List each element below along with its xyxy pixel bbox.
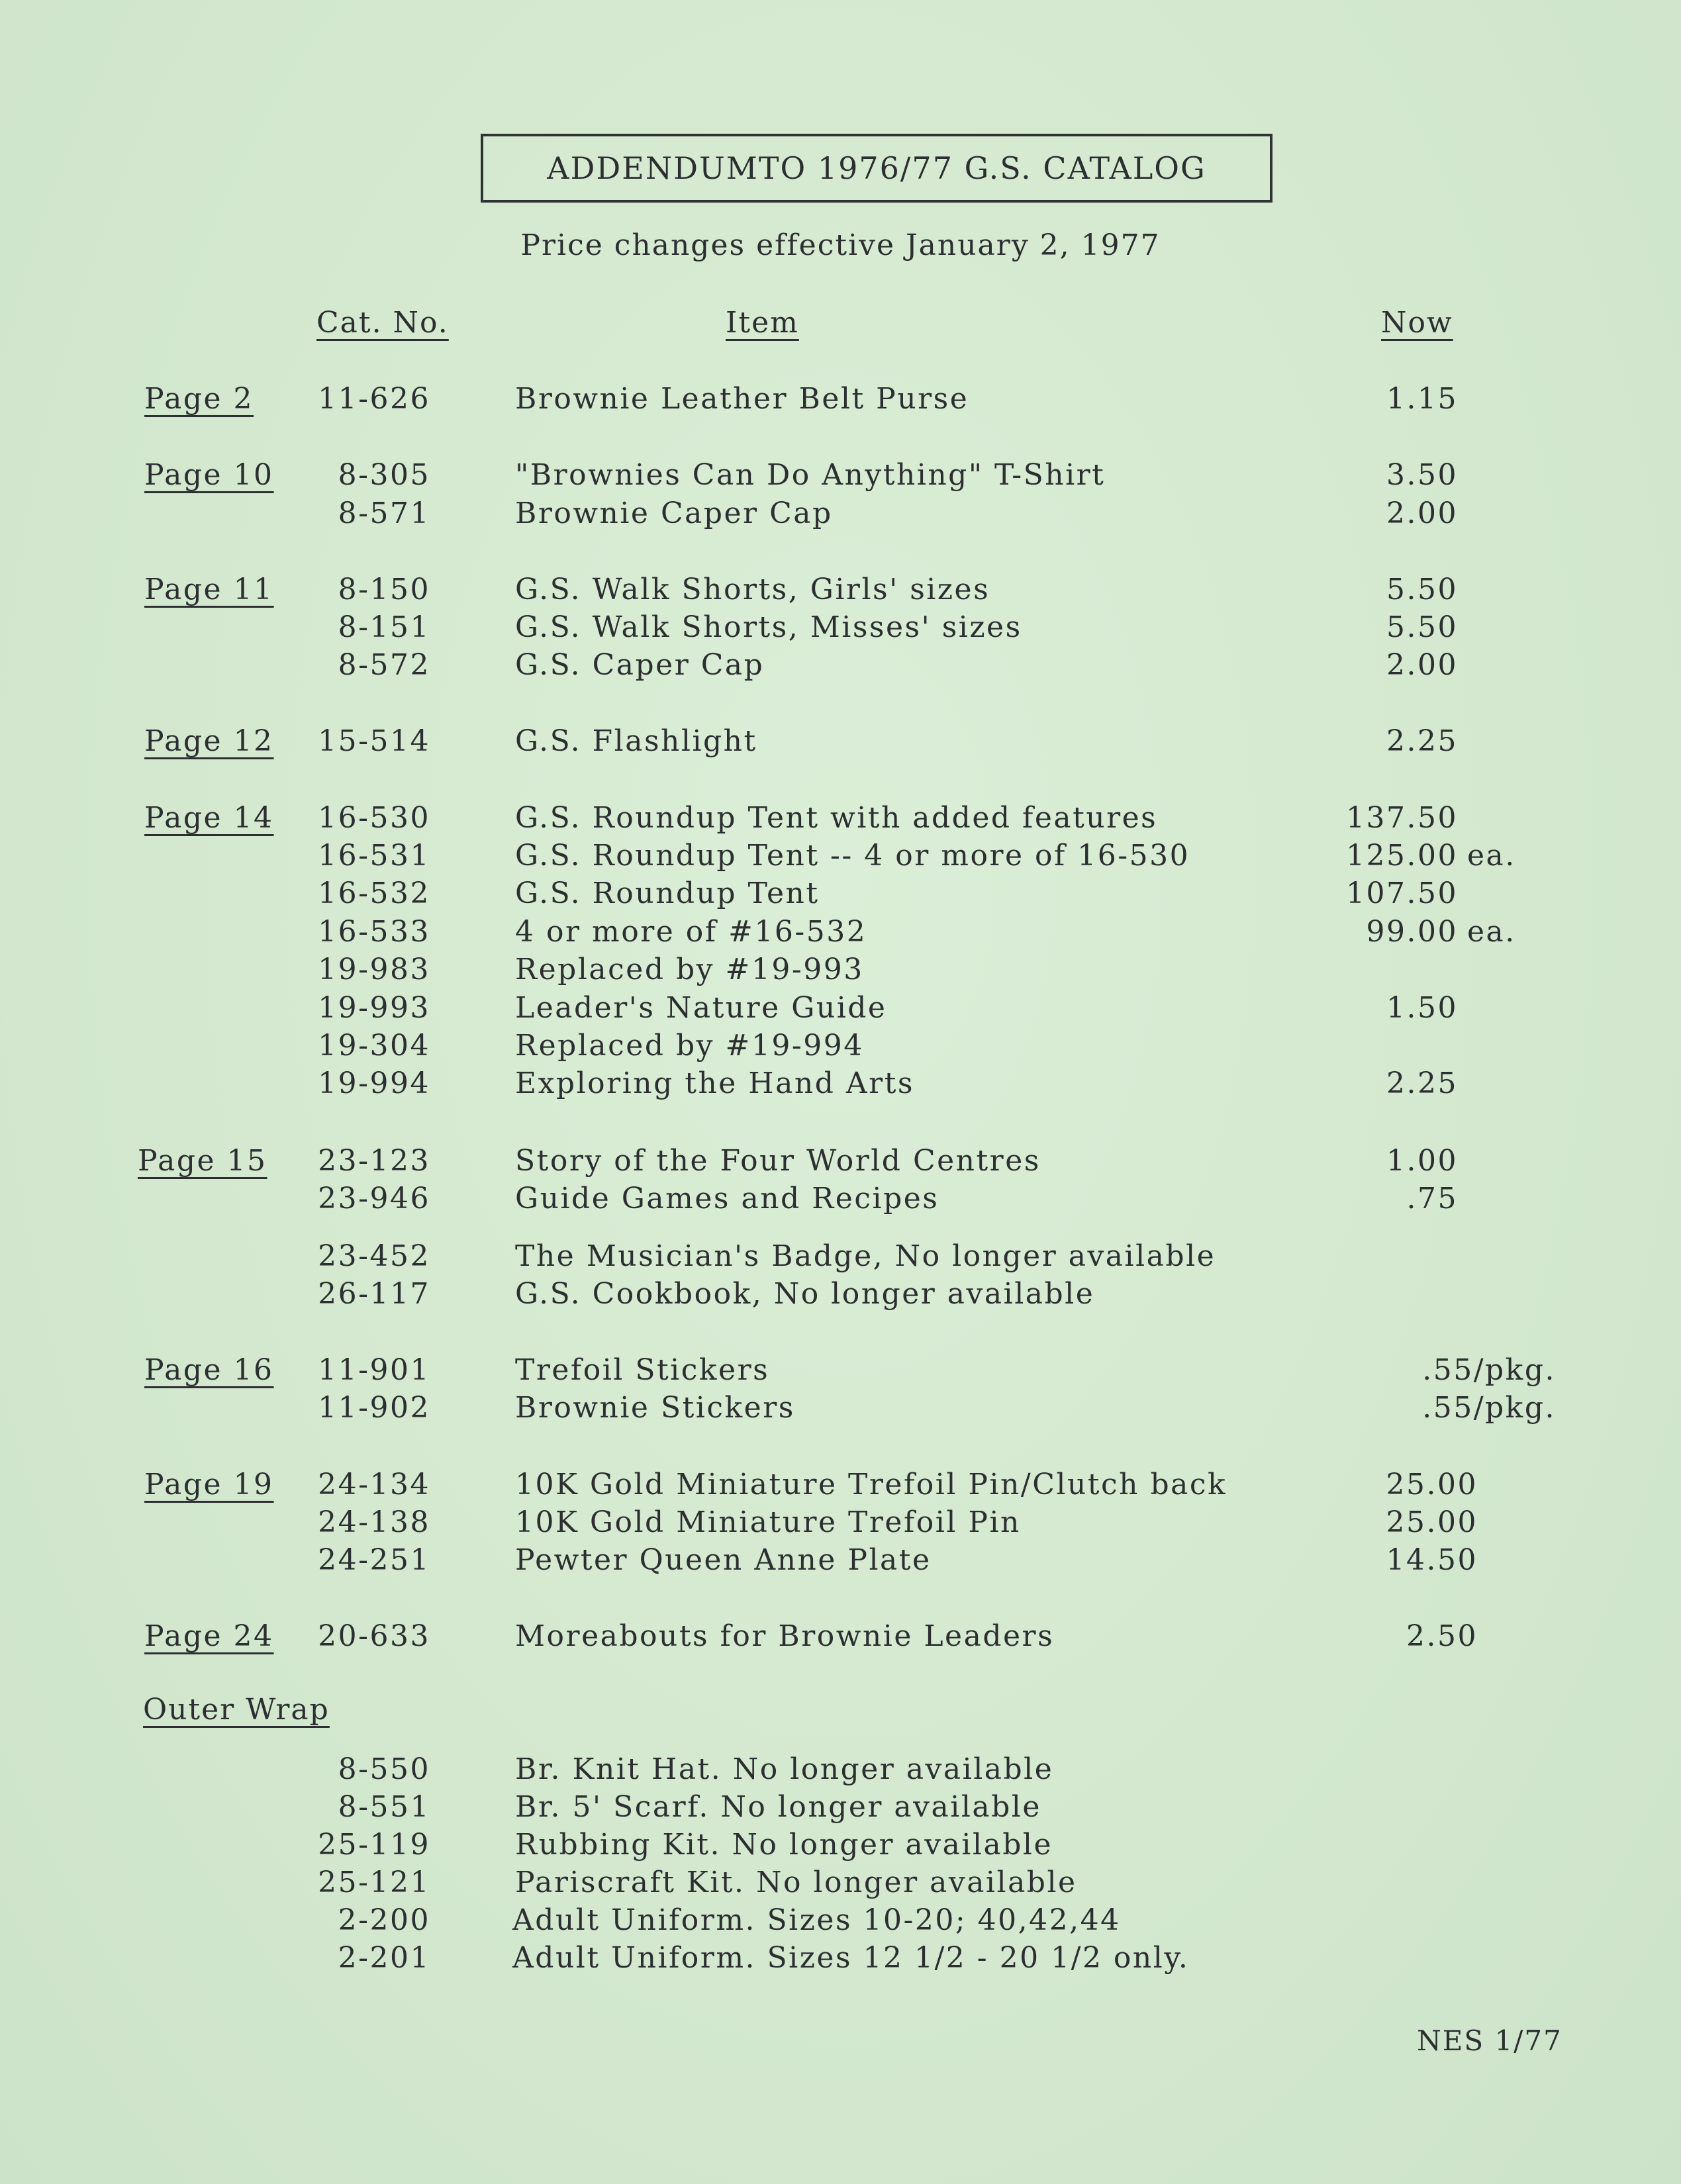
catalog-number: 8-551 (338, 1790, 430, 1824)
item-description: Adult Uniform. Sizes 10-20; 40,42,44 (512, 1903, 1121, 1937)
item-description: G.S. Roundup Tent with added features (515, 801, 1158, 835)
catalog-number: 16-533 (318, 915, 430, 949)
catalog-number: 25-119 (318, 1828, 430, 1862)
page-ref: Page 24 (144, 1619, 274, 1653)
table-row (0, 1618, 1681, 1655)
catalog-number: 11-626 (318, 382, 430, 416)
document-title (481, 134, 1273, 203)
item-description: G.S. Caper Cap (515, 648, 765, 682)
page-ref: Page 2 (144, 382, 254, 416)
catalog-number: 24-251 (318, 1543, 430, 1577)
item-description: Pariscraft Kit. No longer available (515, 1866, 1077, 1899)
column-header-now: Now (1381, 306, 1453, 340)
catalog-number: 23-123 (318, 1144, 430, 1178)
footer-code: NES 1/77 (1417, 2024, 1562, 2057)
catalog-number: 19-983 (318, 953, 430, 986)
item-description: The Musician's Badge, No longer available (515, 1239, 1216, 1273)
catalog-number: 23-452 (318, 1239, 430, 1273)
catalog-number: 11-902 (318, 1391, 430, 1425)
new-price: 1.50 (1386, 991, 1458, 1025)
new-price: 2.00 (1386, 648, 1458, 682)
catalog-number: 16-532 (318, 877, 430, 910)
item-description: Rubbing Kit. No longer available (515, 1828, 1053, 1862)
table-row (0, 1940, 1681, 1977)
table-row (0, 1902, 1681, 1939)
new-price: 1.00 (1386, 1144, 1458, 1178)
table-row (0, 1390, 1681, 1427)
catalog-number: 23-946 (318, 1182, 430, 1215)
catalog-number: 16-530 (318, 801, 430, 835)
page-ref: Page 14 (144, 801, 274, 835)
new-price: 137.50 (1346, 801, 1458, 835)
item-description: G.S. Walk Shorts, Misses' sizes (515, 610, 1022, 644)
new-price: .75 (1406, 1182, 1458, 1215)
table-row (0, 1542, 1681, 1579)
table-row (0, 381, 1681, 418)
new-price: 25.00 (1386, 1505, 1478, 1539)
table-row (0, 1143, 1681, 1180)
catalog-number: 8-572 (338, 648, 430, 682)
catalog-number: 19-304 (318, 1029, 430, 1063)
table-row (0, 1180, 1681, 1217)
item-description: G.S. Flashlight (515, 724, 757, 758)
new-price: 1.15 (1386, 382, 1458, 416)
catalog-number: 25-121 (318, 1866, 430, 1899)
catalog-number: 24-138 (318, 1505, 430, 1539)
table-row (0, 1827, 1681, 1864)
table-row (0, 495, 1681, 532)
item-description: Replaced by #19-993 (515, 953, 864, 986)
table-row (0, 1504, 1681, 1541)
document-subtitle: Price changes effective January 2, 1977 (520, 228, 1161, 262)
price-unit: ea. (1467, 915, 1516, 949)
page-ref: Page 11 (144, 573, 274, 606)
table-row (0, 571, 1681, 608)
item-description: Br. 5' Scarf. No longer available (515, 1790, 1041, 1824)
item-description: 10K Gold Miniature Trefoil Pin (515, 1505, 1021, 1539)
table-row (0, 875, 1681, 912)
item-description: Brownie Caper Cap (515, 497, 833, 530)
new-price: 25.00 (1386, 1468, 1478, 1501)
new-price: 2.25 (1386, 724, 1458, 758)
item-description: Brownie Leather Belt Purse (515, 382, 969, 416)
table-row (0, 1352, 1681, 1389)
page-ref: Page 19 (144, 1468, 274, 1501)
document-title-text: ADDENDUMTO 1976/77 G.S. CATALOG (547, 150, 1206, 186)
catalog-number: 8-305 (338, 458, 430, 492)
catalog-number: 2-200 (338, 1903, 430, 1937)
new-price: .55/pkg. (1422, 1391, 1556, 1425)
table-row (0, 800, 1681, 837)
item-description: Story of the Four World Centres (515, 1144, 1041, 1178)
new-price: 125.00 (1346, 839, 1458, 873)
page-ref: Page 12 (144, 724, 274, 758)
new-price: 5.50 (1386, 573, 1458, 606)
column-header-item: Item (726, 306, 799, 340)
item-description: 10K Gold Miniature Trefoil Pin/Clutch back (515, 1468, 1227, 1501)
new-price: 14.50 (1386, 1543, 1478, 1577)
page-ref: Page 16 (144, 1353, 274, 1387)
catalog-number: 19-994 (318, 1067, 430, 1100)
item-description: 4 or more of #16-532 (515, 915, 867, 949)
catalog-number: 19-993 (318, 991, 430, 1025)
item-description: Brownie Stickers (515, 1391, 795, 1425)
item-description: Adult Uniform. Sizes 12 1/2 - 20 1/2 only. (512, 1941, 1190, 1975)
item-description: Br. Knit Hat. No longer available (515, 1752, 1054, 1786)
item-description: Pewter Queen Anne Plate (515, 1543, 932, 1577)
table-row (0, 1751, 1681, 1788)
table-row (0, 609, 1681, 646)
table-row (0, 1864, 1681, 1901)
table-row (0, 1065, 1681, 1102)
column-header-cat-no: Cat. No. (316, 306, 449, 340)
table-row (0, 1466, 1681, 1503)
item-description: Moreabouts for Brownie Leaders (515, 1619, 1055, 1653)
catalog-number: 2-201 (338, 1941, 430, 1975)
table-row (0, 1027, 1681, 1065)
new-price: 2.50 (1406, 1619, 1478, 1653)
item-description: Trefoil Stickers (515, 1353, 770, 1387)
new-price: 107.50 (1346, 877, 1458, 910)
item-description: Exploring the Hand Arts (515, 1067, 914, 1100)
item-description: G.S. Walk Shorts, Girls' sizes (515, 573, 990, 606)
catalog-number: 24-134 (318, 1468, 430, 1501)
item-description: Leader's Nature Guide (515, 991, 887, 1025)
table-row (0, 990, 1681, 1027)
new-price: 2.25 (1386, 1067, 1458, 1100)
new-price: 99.00 (1366, 915, 1458, 949)
table-row (0, 1789, 1681, 1826)
item-description: Guide Games and Recipes (515, 1182, 939, 1215)
page-ref: Page 10 (144, 458, 274, 492)
outer-wrap-label: Outer Wrap (143, 1693, 330, 1727)
item-description: "Brownies Can Do Anything" T-Shirt (515, 458, 1106, 492)
catalog-number: 15-514 (318, 724, 430, 758)
new-price: 3.50 (1386, 458, 1458, 492)
table-row (0, 951, 1681, 988)
table-row (0, 1276, 1681, 1313)
table-row (0, 457, 1681, 494)
table-row (0, 1238, 1681, 1275)
catalog-number: 8-151 (338, 610, 430, 644)
catalog-number: 8-150 (338, 573, 430, 606)
price-unit: ea. (1467, 839, 1516, 873)
catalog-number: 8-550 (338, 1752, 430, 1786)
table-row (0, 723, 1681, 760)
catalog-number: 16-531 (318, 839, 430, 873)
page-ref: Page 15 (138, 1144, 267, 1178)
item-description: G.S. Roundup Tent -- 4 or more of 16-530 (515, 839, 1190, 873)
new-price: 5.50 (1386, 610, 1458, 644)
catalog-number: 26-117 (318, 1277, 430, 1311)
catalog-number: 20-633 (318, 1619, 430, 1653)
table-row (0, 647, 1681, 684)
item-description: G.S. Roundup Tent (515, 877, 820, 910)
table-row (0, 914, 1681, 951)
item-description: Replaced by #19-994 (515, 1029, 864, 1063)
item-description: G.S. Cookbook, No longer available (515, 1277, 1095, 1311)
catalog-number: 11-901 (318, 1353, 430, 1387)
new-price: .55/pkg. (1422, 1353, 1556, 1387)
new-price: 2.00 (1386, 497, 1458, 530)
table-row (0, 837, 1681, 875)
catalog-number: 8-571 (338, 497, 430, 530)
